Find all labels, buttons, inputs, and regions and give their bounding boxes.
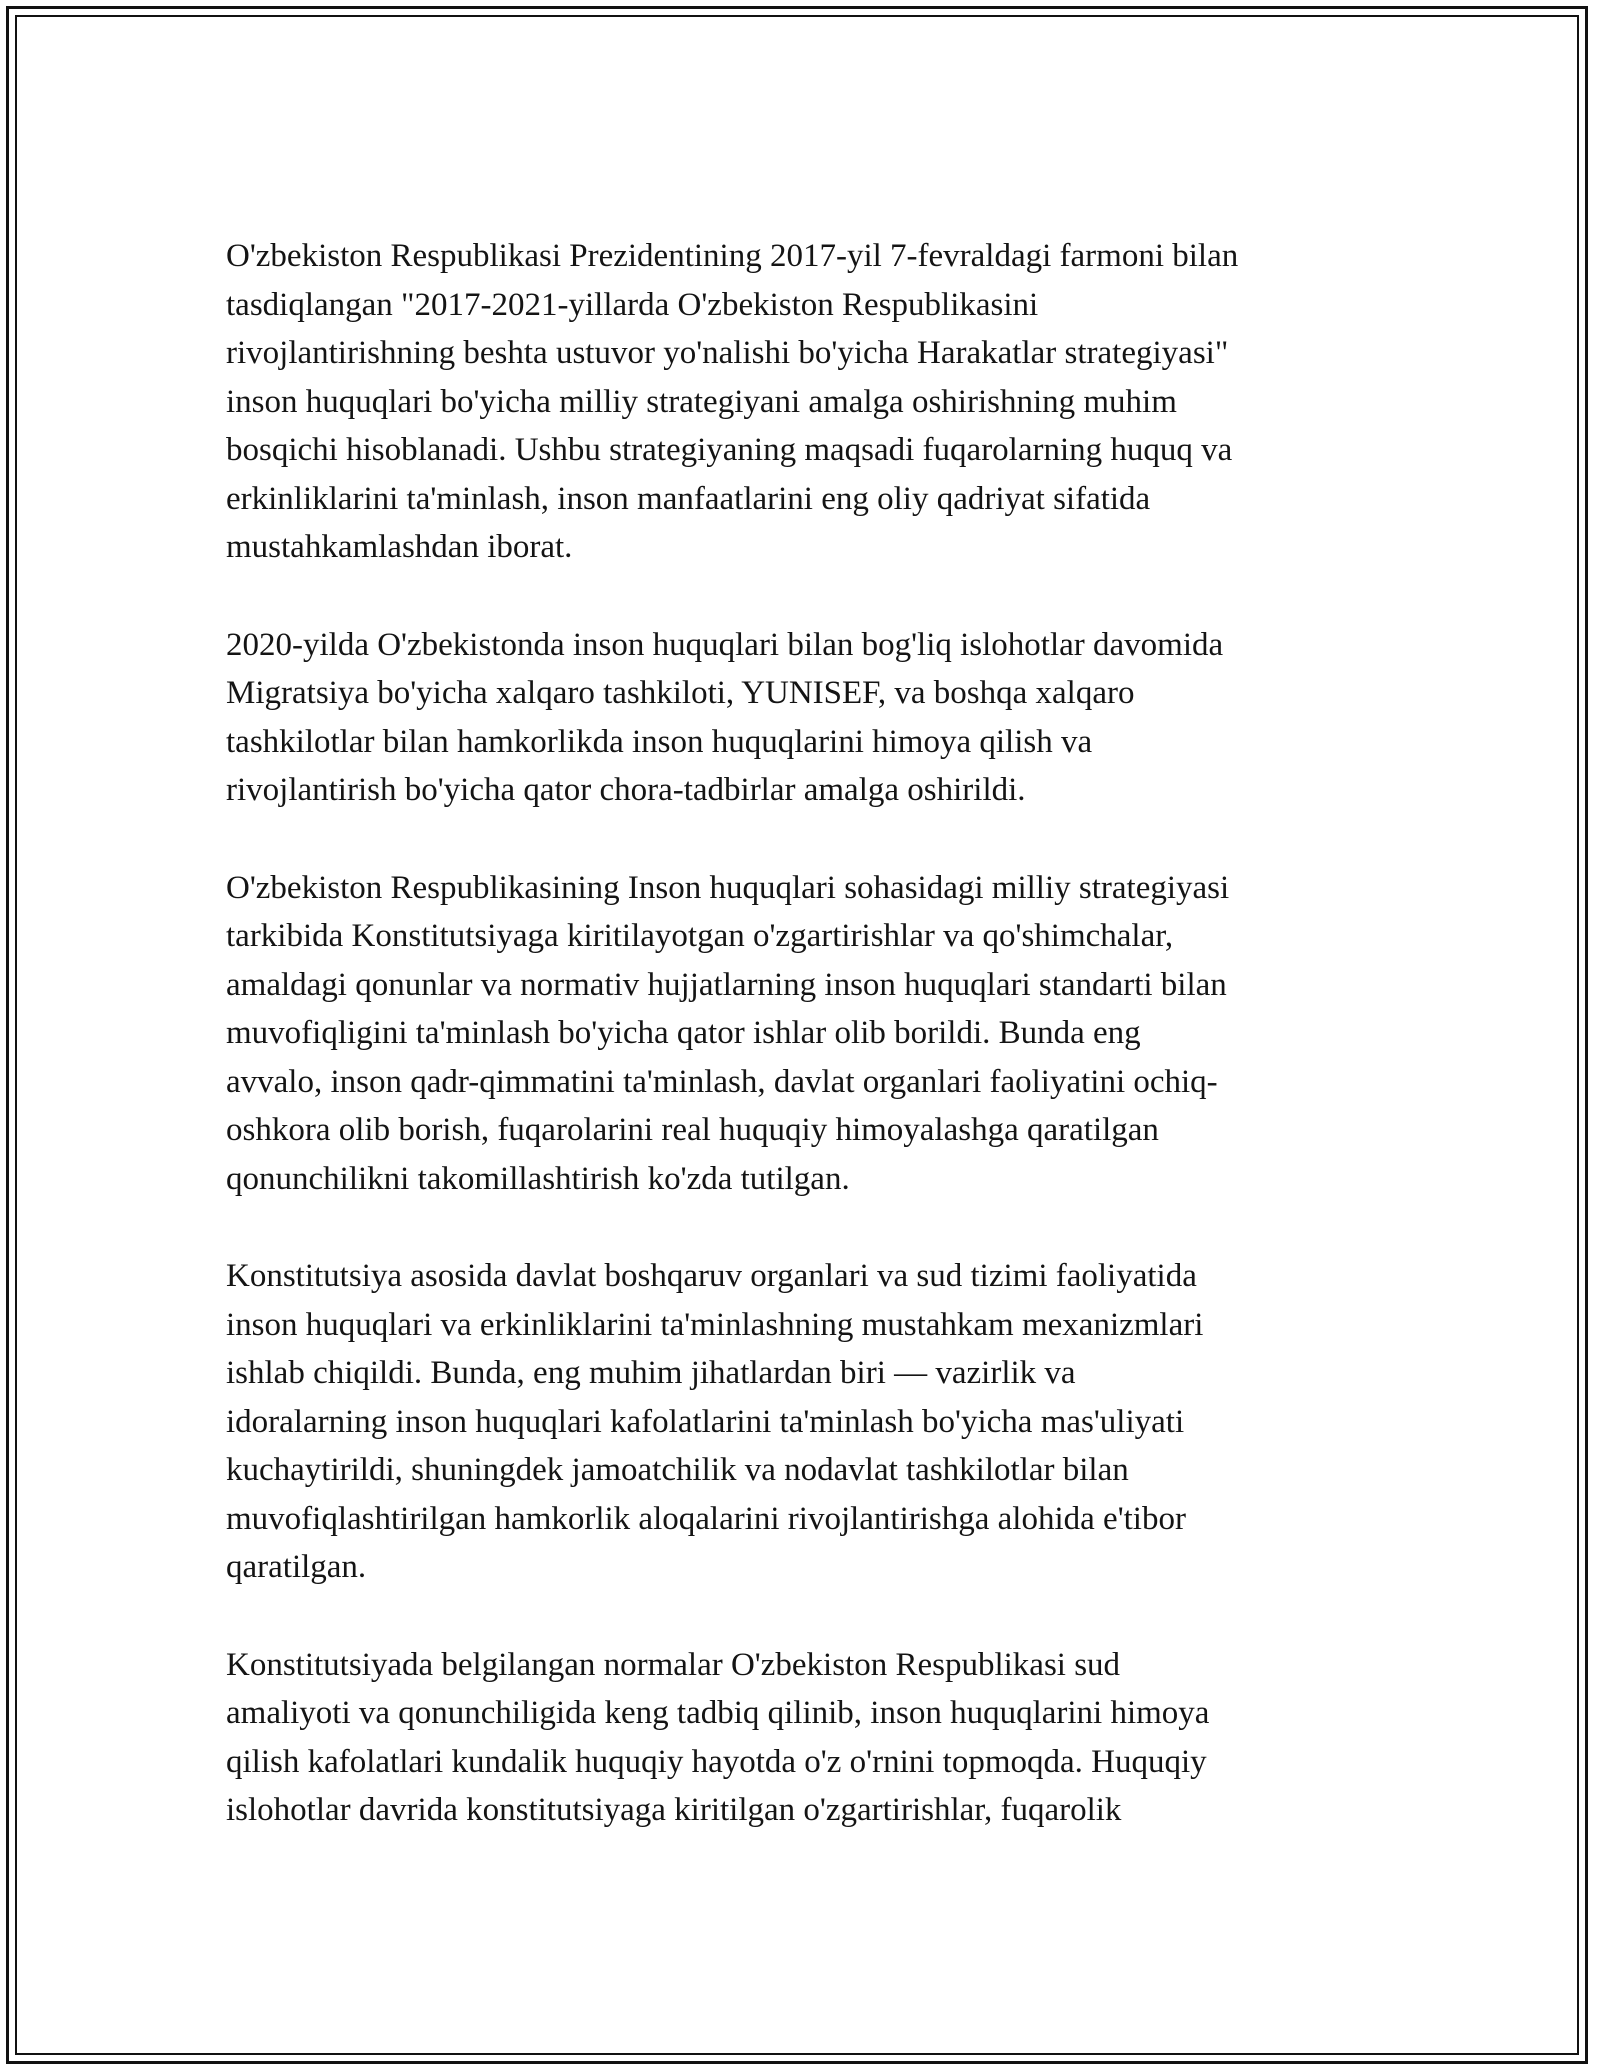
text-line: tashkilotlar bilan hamkorlikda inson huquqlarini himoya qilish va [226,723,1093,760]
text-line: qaratilgan. [226,1549,367,1585]
paragraph-5 [226,1641,1386,1835]
text-line: Migratsiya bo'yicha xalqaro tashkiloti, YUNISEF, va boshqa xalqaro [226,675,1135,711]
text-line: 2020-yilda O'zbekistonda inson huquqlari bilan bog'liq islohotlar davomida [226,626,1224,663]
text-line: amaliyoti va qonunchiligida keng tadbiq qilinib, inson huquqlarini himoya [226,1695,1210,1731]
text-line: qonunchilikni takomillashtirish ko'zda tutilgan. [226,1160,850,1197]
text-line: bosqichi hisoblanadi. Ushbu strategiyaning maqsadi fuqarolarning huquq va [226,432,1233,468]
paragraph-2 [226,621,1386,815]
text-line: Konstitutsiyada belgilangan normalar O'zbekiston Respublikasi sud [226,1646,1121,1683]
text-line: tasdiqlangan "2017-2021-yillarda O'zbekiston Respublikasini [226,286,1039,323]
text-line: inson huquqlari va erkinliklarini ta'minlashning mustahkam mexanizmlari [226,1306,1204,1343]
text-line: erkinliklarini ta'minlash, inson manfaatlarini eng oliy qadriyat sifatida [226,480,1151,517]
text-line: inson huquqlari bo'yicha milliy strategiyani amalga oshirishning muhim [226,383,1177,420]
text-line: mustahkamlashdan iborat. [226,529,573,565]
text-line: idoralarning inson huquqlari kafolatlarini ta'minlash bo'yicha mas'uliyati [226,1403,1185,1440]
text-line: Konstitutsiya asosida davlat boshqaruv organlari va sud tizimi faoliyatida [226,1258,1197,1294]
text-line: kuchaytirildi, shuningdek jamoatchilik va nodavlat tashkilotlar bilan [226,1452,1129,1488]
text-line: oshkora olib borish, fuqarolarini real huquqiy himoyalashga qaratilgan [226,1112,1159,1148]
document-body [226,232,1386,1835]
text-line: O'zbekiston Respublikasi Prezidentining 2017-yil 7-fevraldagi farmoni bilan [226,238,1239,274]
text-line: ishlab chiqildi. Bunda, eng muhim jihatlardan biri — vazirlik va [226,1355,1076,1391]
text-line: rivojlantirishning beshta ustuvor yo'nalishi bo'yicha Harakatlar strategiyasi" [226,335,1229,371]
text-line: qilish kafolatlari kundalik huquqiy hayotda o'z o'rnini topmoqda. Huquqiy [226,1743,1207,1780]
text-line: amaldagi qonunlar va normativ hujjatlarning inson huquqlari standarti bilan [226,966,1227,1003]
text-line: muvofiqligini ta'minlash bo'yicha qator ishlar olib borildi. Bunda eng [226,1015,1141,1051]
text-line: avvalo, inson qadr-qimmatini ta'minlash, davlat organlari faoliyatini ochiq- [226,1063,1218,1100]
text-line: tarkibida Konstitutsiyaga kiritilayotgan o'zgartirishlar va qo'shimchalar, [226,918,1174,954]
text-line: islohotlar davrida konstitutsiyaga kiritilgan o'zgartirishlar, fuqarolik [226,1792,1122,1828]
paragraph-3 [226,864,1386,1204]
paragraph-4 [226,1252,1386,1592]
text-line: muvofiqlashtirilgan hamkorlik aloqalarini rivojlantirishga alohida e'tibor [226,1500,1186,1537]
paragraph-1 [226,232,1386,572]
text-line: O'zbekiston Respublikasining Inson huquqlari sohasidagi milliy strategiyasi [226,869,1230,906]
text-line: rivojlantirish bo'yicha qator chora-tadbirlar amalga oshirildi. [226,772,1026,808]
